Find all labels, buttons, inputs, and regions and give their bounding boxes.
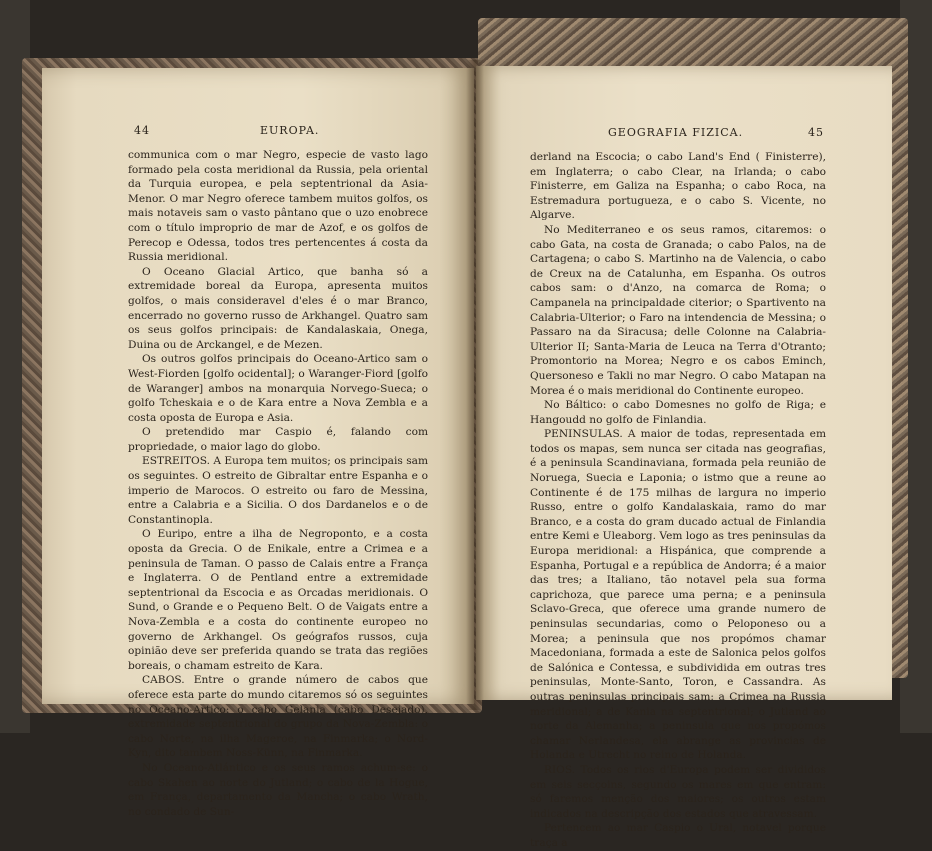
right-running-head: GEOGRAFIA FIZICA. — [608, 126, 744, 139]
left-paragraph: CABOS. Entre o grande número de cabos que oferece esta parte do mundo citaremos só os seguintes no Oceano-Artico: o cabo Gelania (cabo Desejado), extremidade septentrional do grupo da Nova-Zembla: o cabo Norte, na ilha Mageroe, na Finmarka; o Nord-Kyn, dito tambem Noss-Künn, na Finmarka. — [128, 674, 428, 760]
left-paragraph: O Oceano Glacial Artico, que banha só a extremidade boreal da Europa, apresenta muitos golfos, o mais consideravel d'eles é o mar Branco, encerrado no governo russo de Arkhangel. Quatro sam os seus golfos principais: de Kandalaskaia, Onega, Duina ou de Arckangel, e de Mezen. — [128, 265, 428, 351]
left-paragraph: communica com o mar Negro, especie de vasto lago formado pela costa meridional da Russia, pela oriental da Turquia europea, e pela septentrional da Asia-Menor. O mar Negro oferece tambem muitos golfos, os mais notaveis sam o vasto pântano que o uzo enobrece com o título improprio de mar de Azof, e os golfos de Perecop e Odessa, todos tres pertencentes á costa da Russia meridional. — [128, 149, 428, 264]
left-page-number: 44 — [134, 124, 150, 137]
right-paragraph: PENINSULAS. A maior de todas, representada em todos os mapas, sem nunca ser citada nas geografias, é a peninsula Scandinaviana, formada pela reunião de Noruega, Suecia e Laponia; o istmo que a reune ao Continente é de 175 milhas de largura no imperio Russo, entre o golfo Kandalaskaia, ramo do mar Branco, e a costa do gram ducado actual de Finlandia entre Kemi e Uleaborg. Vem logo as tres peninsulas da Europa meridional: a Hispánica, que comprende a Espanha, Portugal e a república de Andorra; é a maior das tres; a Italiano, tão notavel pela sua forma caprichoza, que parece uma perna; e a peninsula Sclavo-Greca, que oferece uma grande numero de peninsulas secundarias, como o Peloponeso ou a Morea; a peninsula que nos propómos chamar Macedoniana, formada a este de Salonica pelos golfos de Salónica e Contessa, e subdividida em outras tres peninsulas, Monte-Santo, Toron, e Cassandra. As outras peninsulas principais sam: a Crimea na Russia meridional; a de Kania na septentrional; o Jutland ao norte da Alemanha; a peninsula que nos propómos chamar Nerlandesa, ela abrange as provincias de Holanda e Utrecht no reino de Holanda. — [530, 428, 826, 762]
left-paragraph: ESTREITOS. A Europa tem muitos; os principais sam os seguintes. O estreito de Gibraltar entre Espanha e o imperio de Marocos. O estreito ou faro de Messina, entre a Calabria e a Sicilia. O dos Dardanelos e o de Constantinopla. — [128, 455, 428, 526]
right-paragraph: Pertencem ao mar Caspio o Ural, notavel porque traça a — [530, 822, 826, 849]
left-paragraph: No Oceano-Atlántico e os seus ramos achum-se: o cabo Skahen ao norte do Jutland; o cabo de la Hogue, em França, departamento da Mancha; o cabo Wrath, no condado de Sun- — [128, 761, 428, 818]
right-paragraph: RIOS. Todos os rios d'Europa podem ser divididos em seis secçoins, segundo os mares em que entram: só faremos menção dos maiores; os outros estam indicados na descripção dos estados que atravessam. — [530, 763, 826, 820]
right-paragraph: No Báltico: o cabo Domesnes no golfo de Riga; e Hangoudd no golfo de Finlandia. — [530, 399, 826, 426]
right-page-number: 45 — [808, 126, 824, 139]
left-paragraph: O Euripo, entre a ilha de Negroponto, e a costa oposta da Grecia. O de Enikale, entre a Crimea e a peninsula de Taman. O passo de Calais entre a França e Inglaterra. O de Pentland entre a extremidade septentrional da Escocia e as Orcadas meridionais. O Sund, o Grande e o Pequeno Belt. O de Vaigats entre a Nova-Zembla e a costa do continente europeo no governo de Arkhangel. Os geógrafos russos, cuja opinião deve ser preferida quando se trata das regiões boreais, o chamam estreito de Kara. — [128, 528, 428, 672]
right-paragraph: derland na Escocia; o cabo Land's End ( Finisterre), em Inglaterra; o cabo Clear, na Irlanda; o cabo Finisterre, em Galiza na Espanha; o cabo Roca, na Estremadura portugueza, e o cabo S. Vicente, no Algarve. — [530, 151, 826, 222]
right-paragraph: No Mediterraneo e os seus ramos, citaremos: o cabo Gata, na costa de Granada; o cabo Palos, na de Cartagena; o cabo S. Martinho na de Valencia, o cabo de Creux na de Catalunha, em Espanha. Os outros cabos sam: o d'Anzo, na comarca de Roma; o Campanela na principaldade citerior; o Spartivento na Calabria-Ulterior; o Faro na intendencia de Messina; o Passaro na da Siracusa; delle Colonne na Calabria-Ulterior II; Santa-Maria de Leuca na Terra d'Otranto; Promontorio na Morea; Negro e os cabos Eminch, Quersoneso e Takli no mar Negro. O cabo Matapan na Morea é o mais meridional do Continente europeo. — [530, 223, 826, 397]
book-gutter — [466, 60, 484, 710]
left-running-head: EUROPA. — [260, 124, 320, 137]
left-page-body — [128, 148, 428, 819]
right-page-body — [530, 150, 826, 851]
left-paragraph: Os outros golfos principais do Oceano-Artico sam o West-Fiorden [golfo ocidental]; o Waranger-Fiord [golfo de Waranger] ambos na monarquia Norvego-Sueca; o golfo Tcheskaia e o de Kara entre a Nova Zembla e a costa oposta de Europa e Asia. — [128, 353, 428, 424]
left-paragraph: O pretendido mar Caspio é, falando com propriedade, o maior lago do globo. — [128, 426, 428, 453]
